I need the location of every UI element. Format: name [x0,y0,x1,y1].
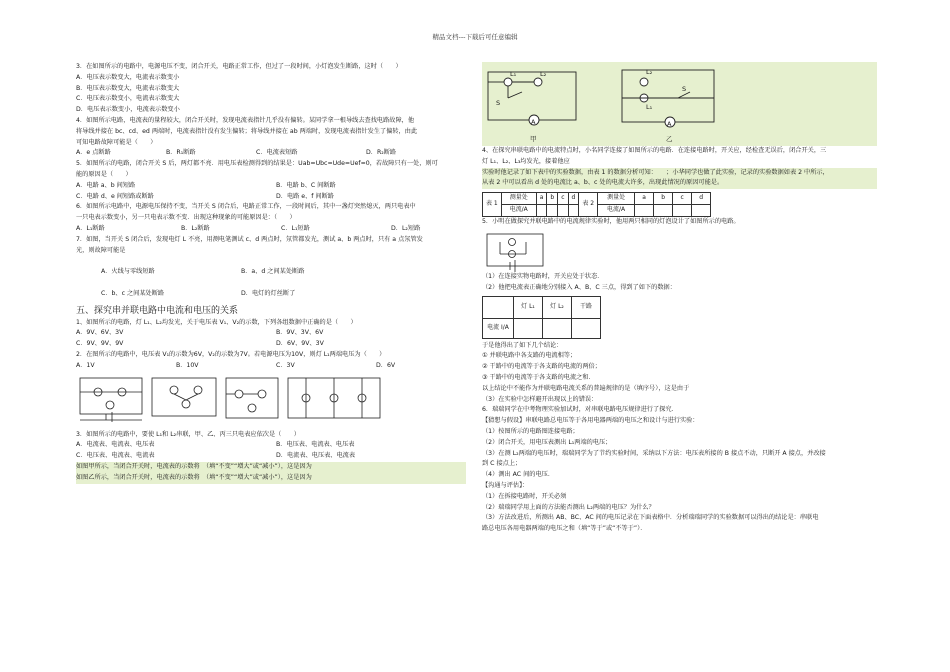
question-1-options-row1 [76,328,466,339]
option-c: C．电压表示数变小，电流表示数变大 [76,95,180,103]
option-a: A．火线与零线短路 [101,268,155,276]
table-cell [635,205,654,217]
question-6-line: （4）测出 AC 间的电压． [482,471,555,479]
question-6-line: 【沟通与评估】： [482,481,529,489]
table-2-label: 表 2 [579,193,598,217]
question-3-stem: 3．在如图所示的电路中，电源电压不变，闭合开关，电路正常工作，但过了一段时间，小灯泡发生断路，这时（ ） [76,63,402,70]
question-7-line: 光，则故障可能是 [76,246,126,254]
option-a: A．电压表示数变大，电流表示数变小 [76,73,180,81]
option-a: A．9V、6V、3V [76,329,124,337]
question-6-line: （3）在测 L₂两端的电压时，瑞瑞同学为了节约实验时间，采纳以下方法：电压表所接的 B 接点不动，只断开 A 接点，并改接 [482,449,826,457]
conclusion-line: ③ 干路中的电流等于各支路的电流之和． [482,373,595,381]
option-a: A．电路 a、b 间短路 [76,181,136,189]
option-a: A．电流表、电流表、电压表 [76,441,155,449]
table-cell [543,318,572,338]
conclusion-line: ② 干路中的电流等于各支路的电流的两倍； [482,363,601,371]
circuit-diagram-2 [152,378,216,416]
question-4-line: 4、在探究串联电路中的电流特点时，小名同学连接了如图所示的电路．在连接电路时，开关应，经检查无误后，闭合开关，三 [482,147,827,154]
option-c: C．电流表短路 [256,149,298,157]
right-column [482,62,877,535]
question-7-options-row2 [76,289,466,300]
parallel-data-table [482,296,601,339]
option-c: C．L₁短路 [281,224,310,232]
question-1-options-row2 [76,339,466,350]
table-cell [547,205,558,217]
table-header: d [692,193,711,205]
table-cell [558,205,568,217]
option-a: A．1V [76,361,95,369]
label-a: A [667,120,672,128]
label-l2: L₂ [540,70,547,78]
option-b: B．电压表示数变大，电流表示数变大 [76,84,180,92]
table-row-label: 电流/A [501,205,536,217]
fill-blank-yi: 如图乙所示，当闭合开关时，电流表的示数将 （填“不变”“增大”或“减小”），这是因为 [76,473,466,484]
question-6-line: 6．瑞瑞同学在中考物理实验加试时，对串联电路电压规律进行了探究． [482,406,678,414]
option-a: A．e 点断路 [76,149,111,157]
table-header: 干路 [572,296,601,318]
question-6-line: 一只电表示数变小，另一只电表示数不变．出现这种现象的可能原因是：（ ） [76,214,296,222]
question-6-line: （2）瑞瑞同学用上面的方法能否测出 L₂两端的电压？为什么？ [482,503,655,511]
option-d: D．电流表、电压表、电流表 [276,452,356,460]
option-b: B．10V [176,361,199,369]
table-header: c [673,193,692,205]
question-3b-options-row1 [76,440,466,451]
table-header: 测量处 [598,193,635,205]
question-3b-stem: 3．如图所示的电路中，要使 L₁和 L₂串联，甲、乙、丙三只电表应依次是（ ） [76,430,300,438]
option-c: C．9V、9V、9V [76,340,124,348]
label-l1: L₁ [510,70,517,78]
circuit-diagram-3 [226,378,278,418]
option-d: D．6V [376,361,396,369]
option-c: C．b、c 之间某处断路 [101,289,165,297]
question-5-line: 能的原因是（ ） [76,170,132,178]
figure-panel [482,62,877,146]
conclusion-line: 以上结论中不能作为并联电路电流关系的普遍规律的是（填序号），这是由于 [482,384,690,392]
option-b: B．9V、3V、6V [276,329,324,337]
question-4-options [76,148,466,159]
question-5-sub2: （2）他把电流表正确地分别接入 A、B、C 三点，得到了如下的数据： [482,283,676,291]
caption-jia: 甲 [530,135,537,143]
option-a: A．L₁断路 [76,224,105,232]
option-b: B．电压表、电流表、电压表 [276,441,355,449]
question-1-stem: 1、如图所示的电路，灯 L₁、L₂均发光，关于电压表 V₁、V₂的示数，下列各组数据中正确的是（ ） [76,318,357,326]
section-title: 五、探究串并联电路中电流和电压的关系 [76,305,239,316]
question-6-line: （3）方法改进后，所测出 AB、BC、AC 间的电压记录在下面表格中．分析瑞瑞同学的实验数据可以得出的结论是：串联电 [482,514,819,522]
table-cell [654,205,673,217]
option-b: B．电路 b、C 间断路 [276,181,336,189]
circuit-diagram-1 [80,378,142,422]
option-d: D．L₂短路 [391,224,421,232]
table-row-label: 电流 I/A [483,318,514,338]
question-4-line: 可知电路故障可能是（ ） [76,138,157,146]
conclusion-line: 于是他得出了如下几个结论： [482,341,563,349]
question-6-options [76,224,466,235]
parallel-circuit-figure [482,228,552,272]
table-header: 灯 L₂ [543,296,572,318]
label-s: S [682,85,687,93]
question-6-line: （1）按图所示的电路图连接电路； [482,427,579,435]
table-cell [572,318,601,338]
circuit-diagram-4 [288,378,380,418]
left-column [76,62,466,484]
question-2-options [76,361,466,372]
table-header: 测量处 [501,193,536,205]
page-header: 精品文档---下载后可任意编辑 [432,33,518,41]
option-d: D．电压表示数变小，电流表示数变小 [76,106,180,114]
table-header: c [558,193,568,205]
option-c: C．电压表、电流表、电流表 [76,452,155,460]
table-header: d [568,193,579,205]
question-5-line: 5．如图所示的电路，闭合开关 S 后，两灯都不亮．用电压表检测得到的结果是：Uab=Ubc=Ude=Uef=0，若故障只有一处，则可 [76,160,438,168]
circuit-figures-row [76,372,466,430]
table-cell [692,205,711,217]
question-5-options-row2 [76,192,466,203]
option-b: B．L₂断路 [181,224,210,232]
question-6-line: （2）闭合开关，用电压表测出 L₁两端的电压； [482,438,612,446]
question-4-highlight: 实验时他记录了如下表中的实验数据，由表 1 的数据分析可知： ；小华同学也做了此实验，记录的实验数据如表 2 中所示， [482,168,877,179]
table-cell [536,205,547,217]
question-5-options-row1 [76,181,466,192]
question-7-options-row1 [76,267,466,278]
conclusion-line: ① 并联电路中各支路的电流相等； [482,352,577,360]
table-cell [483,296,514,318]
caption-yi: 乙 [666,135,673,143]
table-header: b [547,193,558,205]
option-d: D．R₂断路 [366,149,397,157]
question-6-line: 【猜想与假设】串联电路总电压等于各用电器两端的电压之和设计与进行实验： [482,417,699,425]
option-b: B．R₁断路 [166,149,196,157]
data-table-1-2 [482,192,711,217]
question-4-highlight: 从表 2 中可以看出 d 处的电流比 a、b、c 处的电流大许多，出现此情况的原因可能是。 [482,178,877,189]
table-header: a [635,193,654,205]
table-cell [514,318,543,338]
label-l1: L₁ [646,103,653,111]
table-row-label: 电流/A [598,205,635,217]
question-7-line: 7．如图，当开关 S 闭合后，发现电灯 L 不亮，用测电笔测试 c、d 两点时，氖管都发光，测试 a、b 两点时，只有 a 点氖管发 [76,235,423,243]
question-3b-options-row2 [76,451,466,462]
option-b: B．a、d 之间某处断路 [241,268,305,276]
option-c: C．电路 d、e 间短路或断路 [76,192,154,200]
question-5-stem: 5．小明在做探究并联电路中的电流规律实验时，他用两只相同的灯泡设计了如图所示的电路。 [482,218,740,226]
label-l2: L₂ [646,68,653,76]
question-6-line: （1）在拆接电路时，开关必须 [482,492,567,500]
table-cell [673,205,692,217]
table-cell [568,205,579,217]
question-6-line: 到 C 接点上； [482,460,522,468]
question-5-sub1: （1）在连接实物电路时，开关应处于状态． [482,272,604,280]
option-d: D．电路 e、f 间断路 [276,192,334,200]
conclusion-line: （3）在实验中怎样避开出现以上的错误： [482,395,598,403]
question-4-line: 4．如图所示电路，电流表的量程较大，闭合开关时，发现电流表指针几乎没有偏转。某同学拿一根导线去查找电路故障，他 [76,116,415,124]
option-d: D．电灯的灯丝断了 [241,289,296,297]
question-2-stem: 2．在图所示的电路中，电压表 V₁的示数为6V，V₂的示数为7V。若电源电压为10V，则灯 L₁两端电压为（ ） [76,350,386,358]
table-header: a [536,193,547,205]
table-1-label: 表 1 [483,193,502,217]
fill-blank-jia: 如图甲所示，当闭合开关时，电流表的示数将 （填“不变”“增大”或“减小”），这是因为 [76,462,466,473]
table-header: b [654,193,673,205]
question-6-line: 6．如图所示电路中，电源电压保持不变，当开关 S 闭合后，电路正常工作，一段时间后，其中一盏灯突然熄灭，两只电表中 [76,203,416,211]
question-4-line: 将导线并接在 bc、cd、ed 两端时，电流表指针没有发生偏转；将导线并接在 ab 两端时，发现电流表指针发生了偏转，由此 [76,127,418,135]
label-a: A [531,118,536,126]
question-4-line: 灯 L₁、L₂、L₃均发光，接着他应 [482,157,570,165]
question-6-line: 路总电压各用电器两端的电压之和（填“等于”或“不等于”）． [482,525,647,533]
label-s: S [496,99,501,107]
table-header: 灯 L₁ [514,296,543,318]
option-c: C．3V [276,361,295,369]
option-d: D．6V、9V、3V [276,340,324,348]
